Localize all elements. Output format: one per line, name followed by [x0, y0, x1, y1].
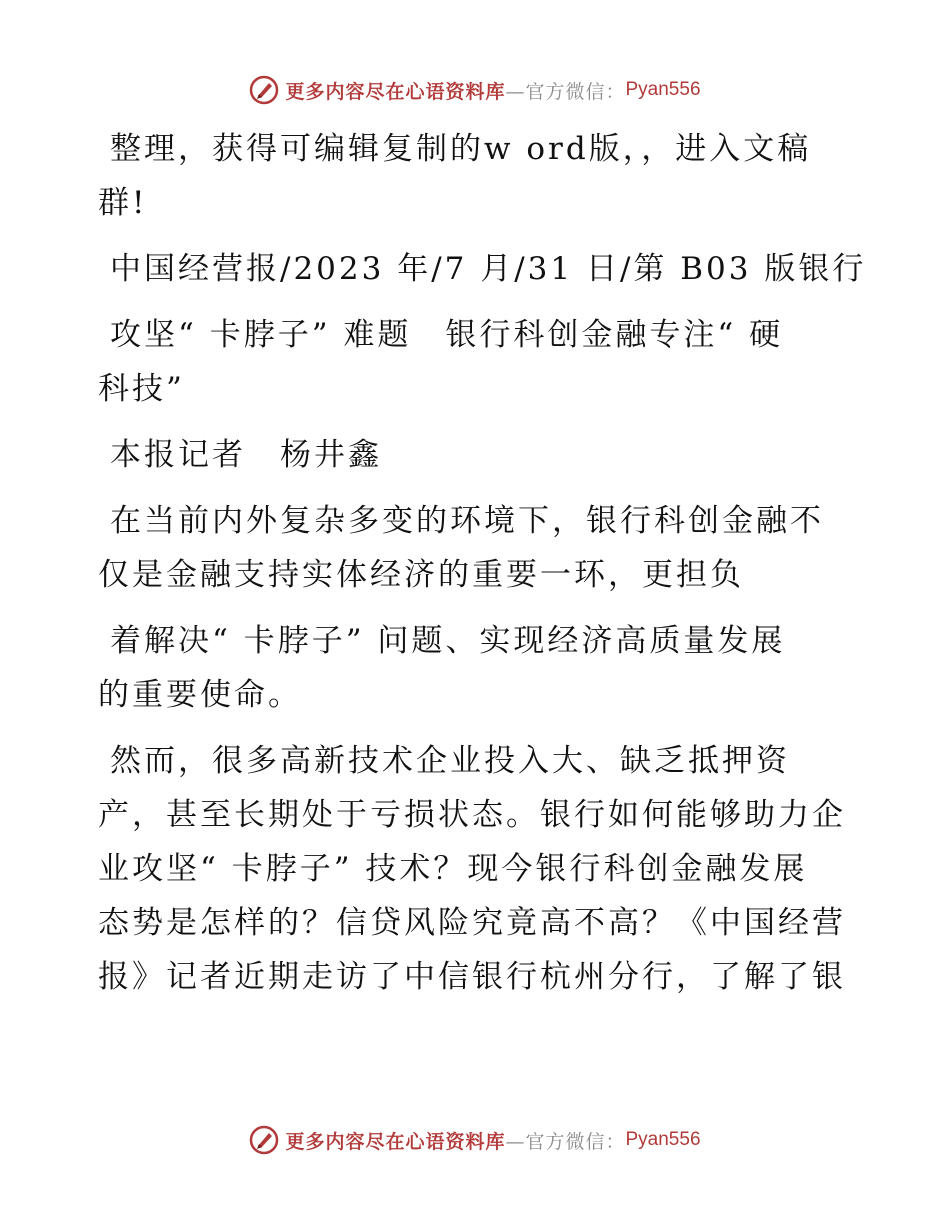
watermark-label: —官方微信： — [505, 1130, 626, 1153]
text-line: 态势是怎样的？信贷风险究竟高不高？《中国经营 — [98, 905, 846, 941]
paragraph-body-2 — [98, 614, 858, 722]
watermark-wechat-id: Pyan556 — [625, 79, 701, 100]
text-line: 报》记者近期走访了中信银行杭州分行，了解了银 — [98, 959, 846, 995]
text-line: 仅是金融支持实体经济的重要一环，更担负 — [98, 557, 744, 593]
byline — [98, 428, 858, 482]
text-line: 在当前内外复杂多变的环境下，银行科创金融不 — [110, 503, 824, 539]
watermark-text: 更多内容尽在心语资料库 — [285, 80, 506, 103]
paragraph-body-3 — [98, 734, 858, 1004]
document-body — [98, 122, 867, 1016]
text-line: 科技” — [98, 371, 185, 407]
text-line: 群! — [98, 185, 148, 221]
paragraph-body-1 — [98, 494, 858, 602]
watermark-wechat-id: Pyan556 — [625, 1129, 701, 1150]
pen-logo-icon — [249, 1125, 279, 1155]
text-line: 中国经营报/2023 年/7 月/31 日/第 B03 版银行 — [110, 251, 867, 287]
paragraph-intro — [98, 122, 858, 230]
text-line: 攻坚“ 卡脖子” 难题 银行科创金融专注“ 硬 — [110, 317, 784, 353]
watermark-label: —官方微信： — [505, 80, 626, 103]
footer-watermark — [0, 1120, 950, 1160]
text-line: 的重要使命。 — [98, 677, 302, 713]
text-line: 然而，很多高新技术企业投入大、缺乏抵押资 — [110, 743, 790, 779]
text-line: 整理，获得可编辑复制的w ord版，，进入文稿 — [110, 131, 812, 167]
paragraph-source — [98, 242, 867, 296]
text-line: 着解决“ 卡脖子” 问题、实现经济高质量发展 — [110, 623, 786, 659]
watermark-text: 更多内容尽在心语资料库 — [285, 1130, 506, 1153]
text-line: 产，甚至长期处于亏损状态。银行如何能够助力企 — [98, 797, 846, 833]
header-watermark — [0, 70, 950, 110]
text-line: 业攻坚“ 卡脖子” 技术？现今银行科创金融发展 — [98, 851, 808, 887]
pen-logo-icon — [249, 75, 279, 105]
article-title — [98, 308, 858, 416]
text-line: 本报记者 杨井鑫 — [110, 437, 382, 473]
